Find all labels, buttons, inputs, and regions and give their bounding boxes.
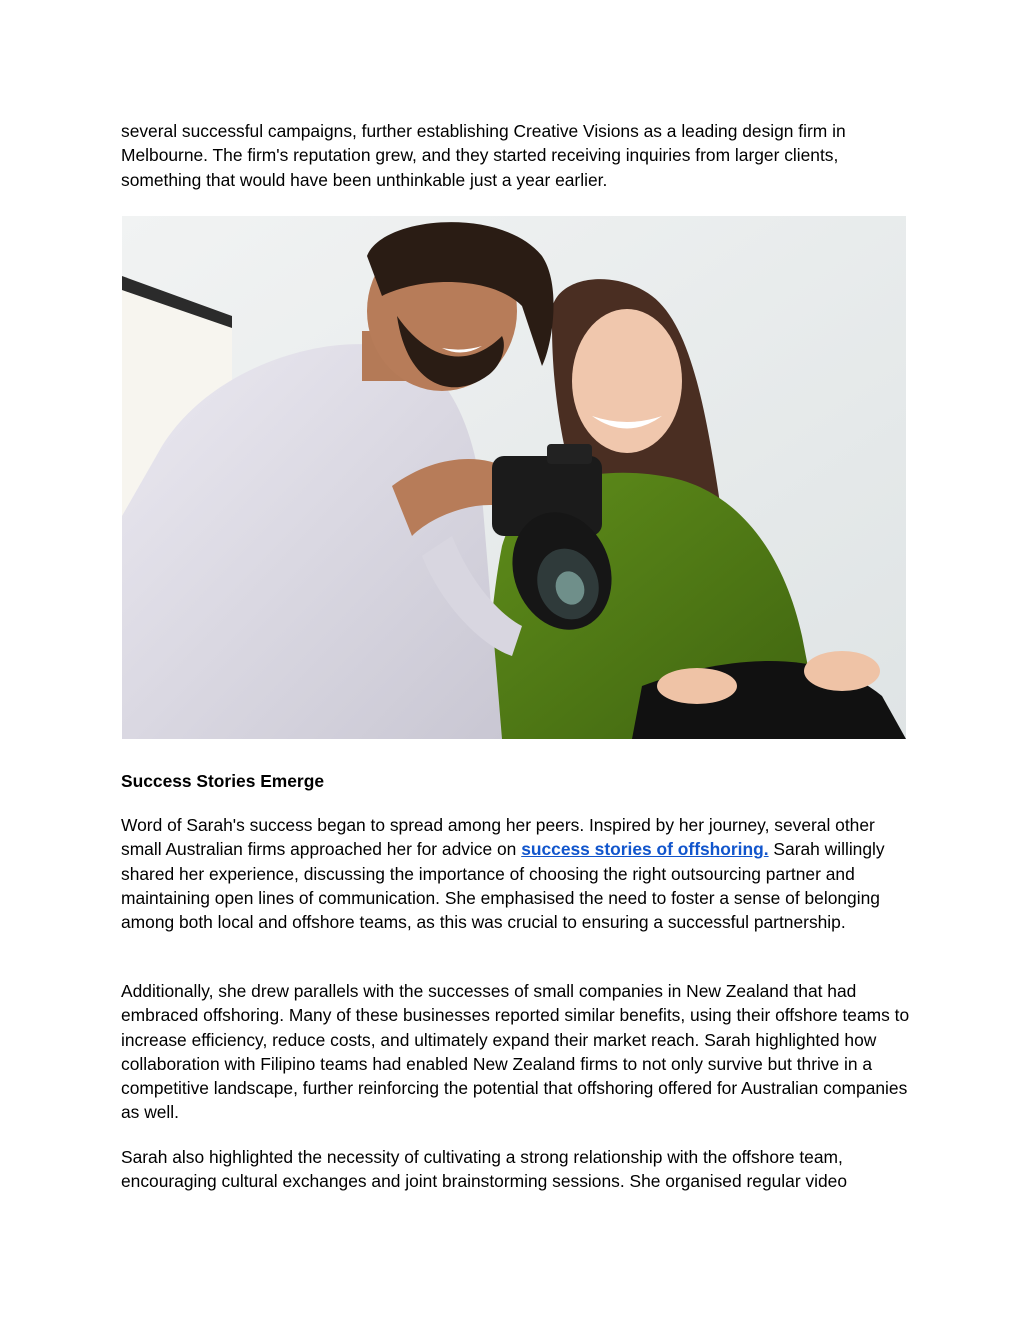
intro-paragraph: several successful campaigns, further establishing Creative Visions as a leading design firm in Melbourne. The firm's reputation grew, and they started receiving inquiries from larger clients, something that would have been unthinkable just a year earlier. — [121, 121, 846, 190]
paragraph-text-after-link: Sarah willingly shared her experience, discussing the importance of choosing the right outsourcing partner and maintaining open lines of communication. She emphasised the need to foster a sense of belonging among both local and offshore teams, as this was crucial to ensuring a successful partnership. — [121, 839, 885, 933]
success-stories-link-dot[interactable]: . — [763, 839, 769, 860]
paragraph-relationship: Sarah also highlighted the necessity of cultivating a strong relationship with the offshore team, encouraging cultural exchanges and joint brainstorming sessions. She organised regular video — [121, 1147, 848, 1192]
success-stories-link[interactable]: success stories of offshoring — [521, 839, 764, 860]
paragraph-success-stories — [121, 813, 911, 934]
paragraph-new-zealand: Additionally, she drew parallels with the successes of small companies in New Zealand that had embraced offshoring. Many of these businesses reported similar benefits, using their offshore teams to increase efficiency, reduce costs, and ultimately expand their market reach. Sarah highlighted how collaboration with Filipino teams had enabled New Zealand firms to not only survive but thrive in a competitive landscape, further reinforcing the potential that offshoring offered for Australian companies as well. — [121, 981, 910, 1123]
paragraph-text-before-link: Word of Sarah's success began to spread among her peers. Inspired by her journey, several other small Australian firms approached her for advice on — [121, 815, 875, 860]
section-heading: Success Stories Emerge — [121, 771, 324, 791]
photo-couple-with-camera — [122, 216, 906, 739]
